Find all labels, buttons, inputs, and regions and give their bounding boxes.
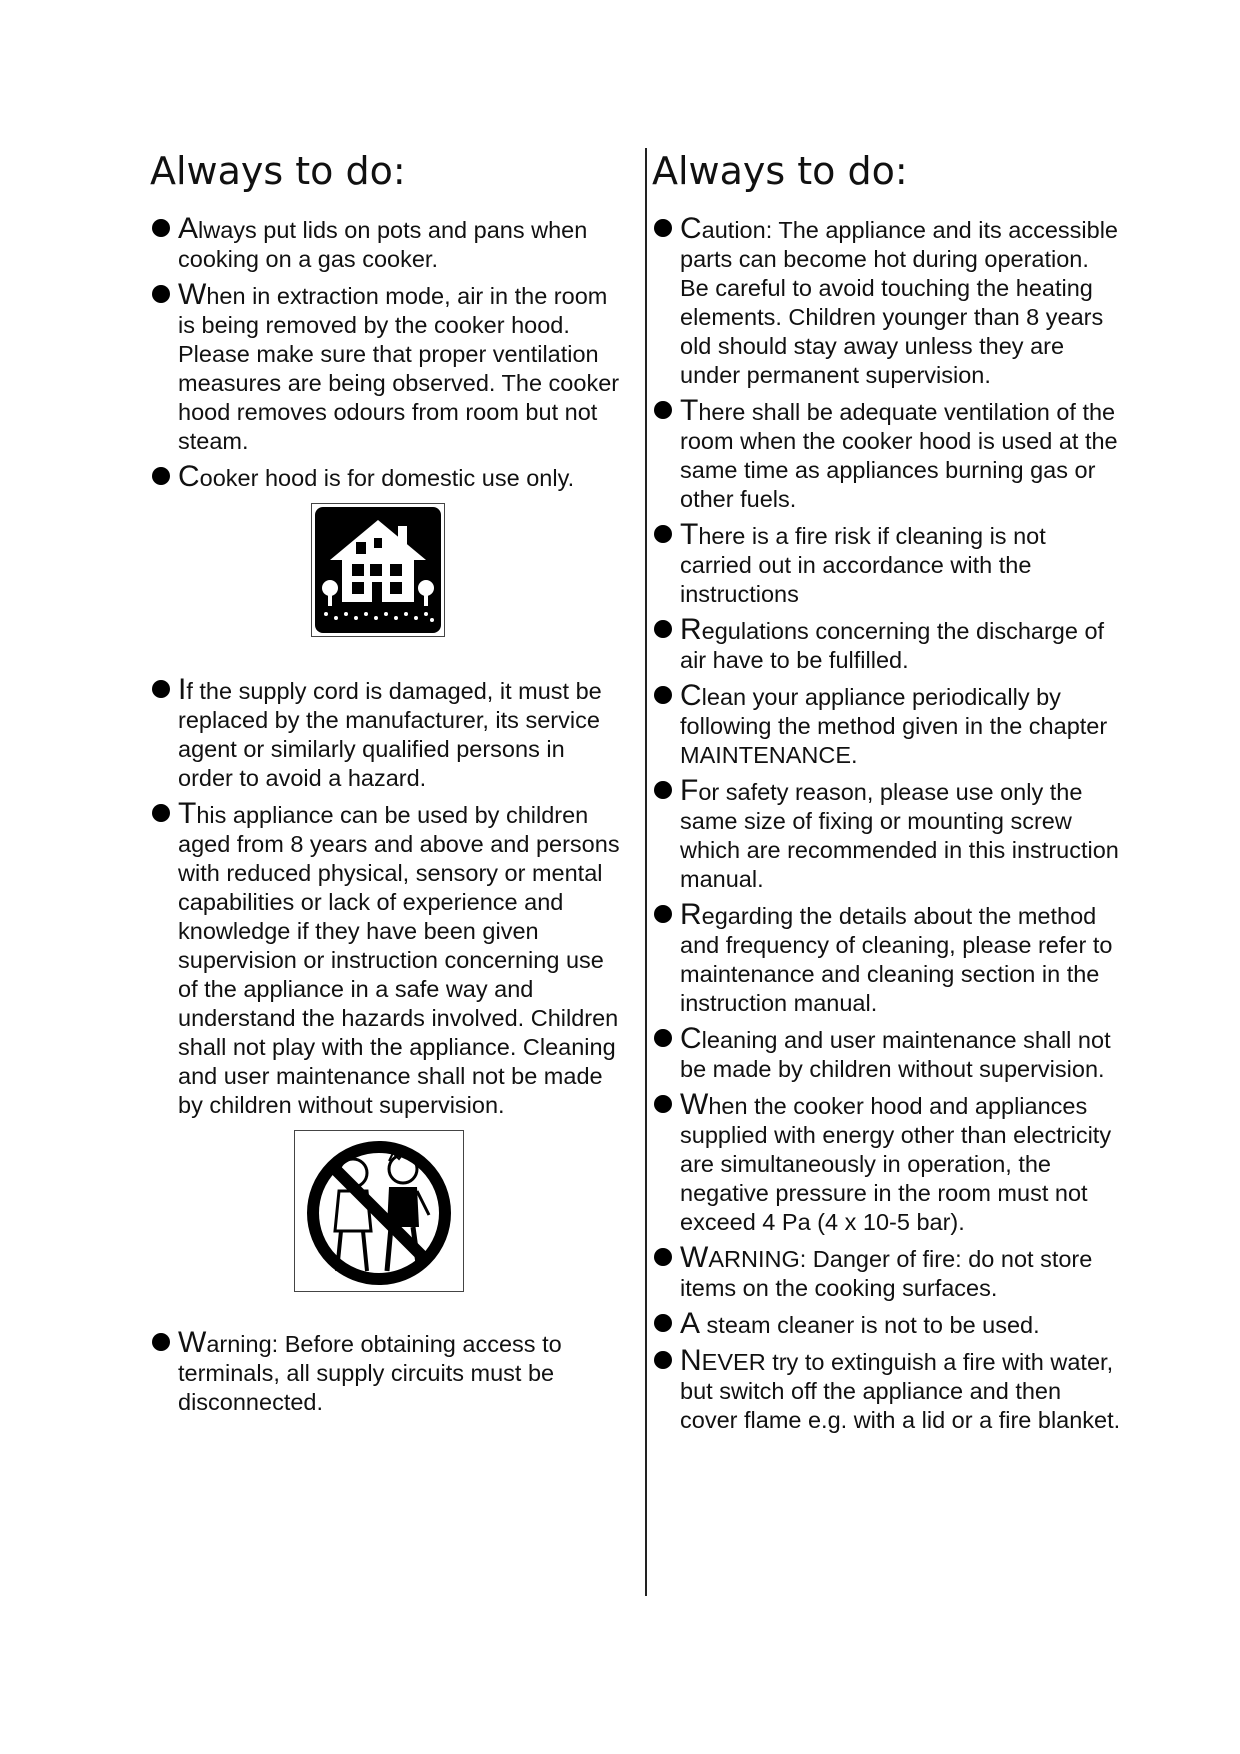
list-item: Caution: The appliance and its accessible parts can become hot during operation. Be careful to avoid touching the heating elements. Children younger than 8 years old should stay away unless they are under permanent supervision. [652,214,1122,390]
list-item: Clean your appliance periodically by following the method given in the chapter MAINTENANCE. [652,681,1122,770]
list-item: NEVER try to extinguish a fire with water, but switch off the appliance and then cover flame e.g. with a lid or a fire blanket. [652,1346,1122,1435]
left-list-b [150,672,620,1120]
left-list-a [150,211,620,493]
bullet-icon [654,686,672,704]
list-item: Cleaning and user maintenance shall not be made by children without supervision. [652,1024,1122,1084]
no-children-play-icon [294,1130,464,1292]
left-heading: Always to do: [150,149,406,193]
left-column [150,150,620,1423]
bullet-icon [654,525,672,543]
list-item: When the cooker hood and appliances supplied with energy other than electricity are simultaneously in operation, the negative pressure in the room must not exceed 4 Pa (4 x 10-5 bar). [652,1090,1122,1237]
bullet-icon [654,219,672,237]
right-column [652,150,1122,1441]
bullet-icon [654,1029,672,1047]
list-item: Regarding the details about the method and frequency of cleaning, please refer to maintenance and cleaning section in the instruction manual. [652,900,1122,1018]
bullet-icon [654,1095,672,1113]
bullet-icon [654,620,672,638]
domestic-house-icon [311,503,445,637]
bullet-icon [654,401,672,419]
list-item: For safety reason, please use only the same size of fixing or mounting screw which are recommended in this instruction manual. [652,776,1122,894]
bullet-icon [654,1314,672,1332]
bullet-icon [152,680,170,698]
list-item: This appliance can be used by children aged from 8 years and above and persons with reduced physical, sensory or mental capabilities or lack of experience and knowledge if they have been given supervision or instruction concerning use of the appliance in a safe way and understand the hazards involved. Children shall not play with the appliance. Cleaning and user maintenance shall not be made by children without supervision. [150,799,620,1120]
list-item: When in extraction mode, air in the room is being removed by the cooker hood. Please make sure that proper ventilation measures are being observed. The cooker hood removes odours from room but not steam. [150,280,620,456]
bullet-icon [654,905,672,923]
bullet-icon [654,781,672,799]
list-item: Always put lids on pots and pans when cooking on a gas cooker. [150,214,620,274]
bullet-icon [654,1248,672,1266]
list-item: There shall be adequate ventilation of the room when the cooker hood is used at the same time as appliances burning gas or other fuels. [652,396,1122,514]
bullet-icon [152,804,170,822]
bullet-icon [152,467,170,485]
right-list [652,211,1122,1435]
bullet-icon [654,1351,672,1369]
column-divider [645,148,647,1596]
list-item: Warning: Before obtaining access to terminals, all supply circuits must be disconnected. [150,1328,620,1417]
list-item: Cooker hood is for domestic use only. [150,462,620,493]
bullet-icon [152,219,170,237]
list-item: Regulations concerning the discharge of air have to be fulfilled. [652,615,1122,675]
bullet-icon [152,1333,170,1351]
list-item: A steam cleaner is not to be used. [652,1309,1122,1340]
list-item: There is a fire risk if cleaning is not carried out in accordance with the instructions [652,520,1122,609]
bullet-icon [152,285,170,303]
right-heading: Always to do: [652,149,908,193]
list-item: If the supply cord is damaged, it must be replaced by the manufacturer, its service agent or similarly qualified persons in order to avoid a hazard. [150,675,620,793]
list-item: WARNING: Danger of fire: do not store items on the cooking surfaces. [652,1243,1122,1303]
left-list-c [150,1325,620,1417]
